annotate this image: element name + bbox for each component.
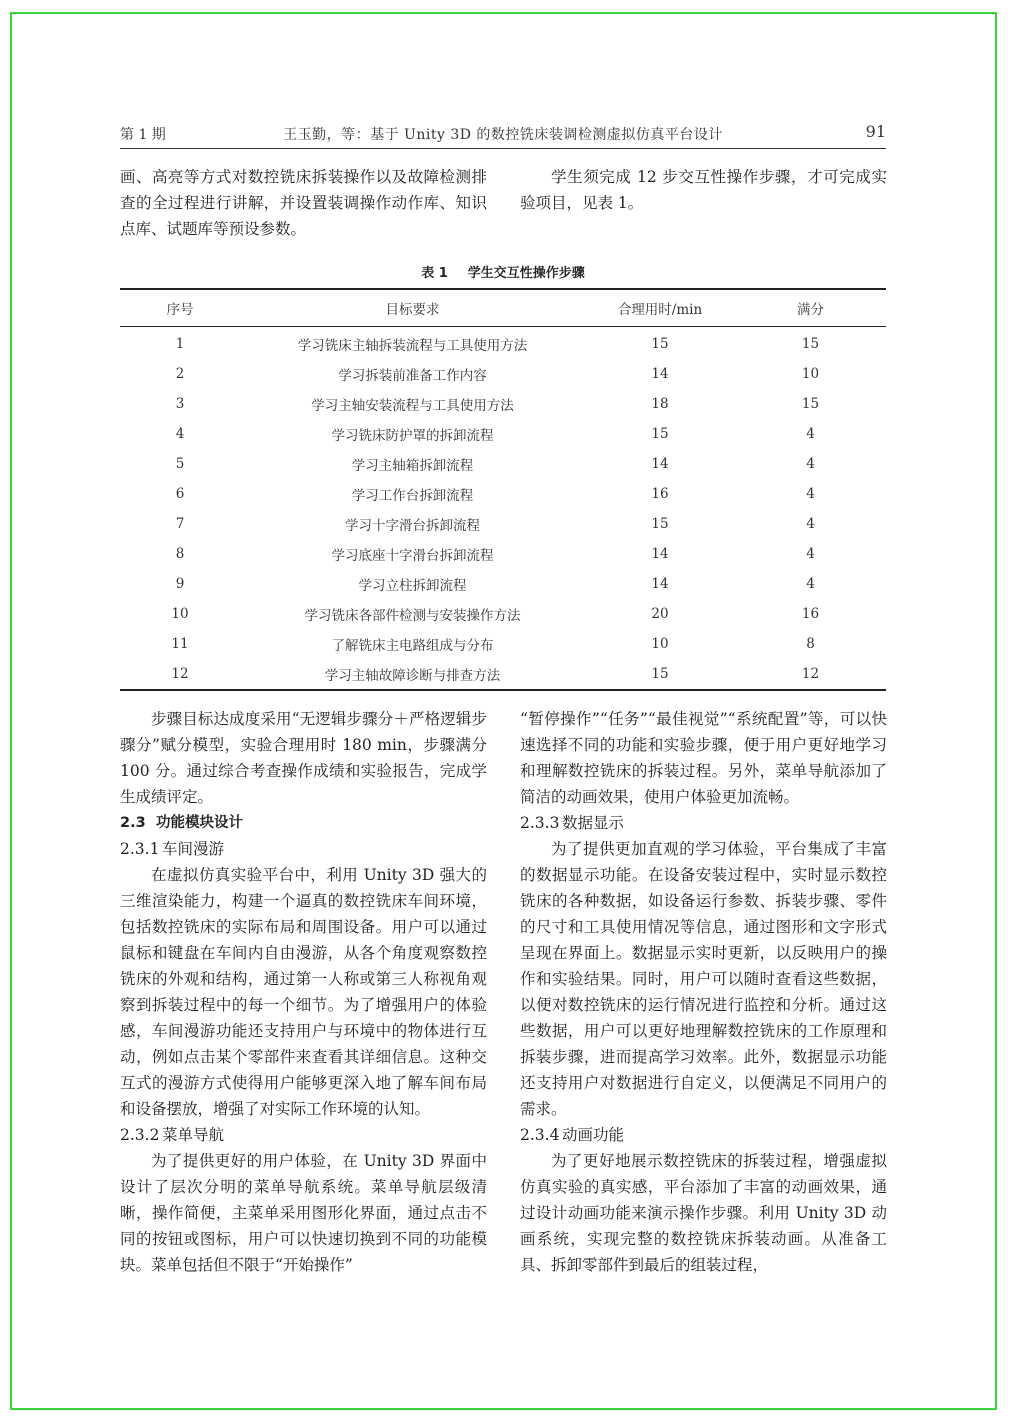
table-row — [120, 359, 886, 389]
header-cell: 目标要求 — [385, 302, 440, 318]
time-cell: 14 — [651, 366, 669, 382]
score-cell: 10 — [801, 366, 820, 382]
time-cell: 16 — [651, 486, 669, 502]
time-cell: 14 — [651, 456, 669, 472]
table-row — [120, 659, 886, 690]
table-row — [120, 419, 886, 449]
section-title: 功能模块设计 — [156, 815, 243, 831]
goal-cell: 学习主轴故障诊断与排查方法 — [324, 668, 501, 684]
subsection-title: 车间漫游 — [162, 840, 225, 858]
goal-cell: 学习十字滑台拆卸流程 — [345, 518, 480, 534]
paragraph: 画、高亮等方式对数控铣床拆装操作以及故障检测排查的全过程进行讲解，并设置装调操作动作库、知识点库、试题库等预设参数。 — [120, 168, 487, 238]
subsection-title: 菜单导航 — [162, 1126, 225, 1144]
time-cell: 10 — [651, 636, 669, 652]
time-cell: 20 — [651, 606, 669, 622]
score-cell: 15 — [801, 336, 820, 352]
table-row — [120, 509, 886, 539]
header-cell: 序号 — [166, 302, 194, 318]
table-caption — [120, 262, 886, 281]
header-cell: 满分 — [797, 302, 824, 318]
step-number-cell: 1 — [175, 336, 185, 352]
section-heading — [120, 810, 487, 836]
goal-cell: 学习底座十字滑台拆卸流程 — [331, 548, 494, 564]
subsection-heading — [520, 1122, 887, 1148]
body-left-column — [120, 706, 487, 1278]
paragraph: 为了提供更加直观的学习体验，平台集成了丰富的数据显示功能。在设备安装过程中，实时显示数控铣床的各种数据，如设备运行参数、拆装步骤、零件的尺寸和工具使用情况等信息，通过图形和文字形式呈现在界面上。数据显示实时更新，以反映用户的操作和实验结果。同时，用户可以随时查看这些数据，以便对数控铣床的运行情况进行监控和分析。通过这些数据，用户可以更好地理解数控铣床的工作原理和拆装步骤，进而提高学习效率。此外，数据显示功能还支持用户对数据进行自定义，以便满足不同用户的需求。 — [520, 840, 887, 1118]
step-number-cell: 3 — [175, 396, 185, 412]
table-caption-number: 表 1 — [421, 266, 448, 281]
goal-cell: 了解铣床主电路组成与分布 — [331, 638, 494, 654]
table-row — [120, 327, 886, 360]
table-header-row — [120, 289, 886, 327]
score-cell: 4 — [806, 516, 815, 532]
subsection-heading — [520, 810, 887, 836]
running-header — [120, 120, 886, 148]
step-number-cell: 5 — [175, 456, 185, 472]
score-cell: 8 — [806, 636, 815, 652]
paragraph: 为了更好地展示数控铣床的拆装过程，增强虚拟仿真实验的真实感，平台添加了丰富的动画效果，通过设计动画功能来演示操作步骤。利用 Unity 3D 动画系统，实现完整的数控铣床拆装动画。从准备工具、拆卸零部件到最后的组装过程， — [520, 1152, 887, 1274]
time-cell: 15 — [651, 666, 669, 682]
header-cell: 合理用时/min — [617, 302, 703, 318]
body-right-column — [520, 706, 887, 1278]
time-cell: 18 — [651, 396, 669, 412]
table-row — [120, 479, 886, 509]
table-row — [120, 569, 886, 599]
paragraph: 学生须完成 12 步交互性操作步骤，才可完成实验项目，见表 1。 — [520, 168, 887, 212]
score-cell: 4 — [806, 426, 815, 442]
score-cell: 4 — [806, 576, 815, 592]
step-number-cell: 7 — [175, 516, 185, 532]
steps-table — [120, 288, 886, 691]
goal-cell: 学习铣床各部件检测与安装操作方法 — [304, 608, 521, 624]
score-cell: 4 — [806, 546, 815, 562]
step-number-cell: 9 — [175, 576, 185, 592]
subsection-heading — [120, 1122, 487, 1148]
table-row — [120, 389, 886, 419]
score-cell: 16 — [801, 606, 820, 622]
subsection-title: 数据显示 — [562, 814, 625, 832]
step-number-cell: 11 — [171, 636, 189, 652]
paragraph: 在虚拟仿真实验平台中，利用 Unity 3D 强大的三维渲染能力，构建一个逼真的数控铣床车间环境，包括数控铣床的实际布局和周围设备。用户可以通过鼠标和键盘在车间内自由漫游，从各个角度观察数控铣床的外观和结构，通过第一人称或第三人称视角观察到拆装过程中的每一个细节。为了增强用户的体验感，车间漫游功能还支持用户与环境中的物体进行互动，例如点击某个零部件来查看其详细信息。这种交互式的漫游方式使得用户能够更深入地了解车间布局和设备摆放，增强了对实际工作环境的认知。 — [120, 866, 487, 1118]
step-number-cell: 12 — [171, 666, 189, 682]
step-number-cell: 6 — [175, 486, 185, 502]
step-number-cell: 8 — [175, 546, 185, 562]
time-cell: 14 — [651, 576, 669, 592]
table-row — [120, 629, 886, 659]
table-caption-title: 学生交互性操作步骤 — [467, 266, 585, 281]
subsection-number: 2.3.3 — [520, 814, 560, 832]
top-right-column — [520, 164, 887, 216]
subsection-number: 2.3.1 — [120, 840, 160, 858]
time-cell: 15 — [651, 426, 669, 442]
issue-label: 第 1 期 — [120, 127, 166, 143]
step-number-cell: 10 — [171, 606, 189, 622]
score-cell: 4 — [806, 486, 815, 502]
score-cell: 15 — [801, 396, 820, 412]
subsection-number: 2.3.4 — [520, 1126, 560, 1144]
paragraph: 为了提供更好的用户体验，在 Unity 3D 界面中设计了层次分明的菜单导航系统。菜单导航层级清晰，操作简便，主菜单采用图形化界面，通过点击不同的按钮或图标，用户可以快速切换到不同的功能模块。菜单包括但不限于“开始操作” — [120, 1152, 487, 1274]
goal-cell: 学习主轴安装流程与工具使用方法 — [311, 398, 514, 414]
time-cell: 15 — [651, 336, 669, 352]
goal-cell: 学习立柱拆卸流程 — [358, 578, 467, 594]
page-number: 91 — [865, 122, 886, 141]
score-cell: 4 — [806, 456, 815, 472]
table-row — [120, 449, 886, 479]
step-number-cell: 2 — [175, 366, 185, 382]
subsection-heading — [120, 836, 487, 862]
running-title: 王玉勤，等：基于 Unity 3D 的数控铣床装调检测虚拟仿真平台设计 — [283, 127, 723, 143]
subsection-number: 2.3.2 — [120, 1126, 160, 1144]
section-number: 2.3 — [120, 815, 146, 831]
goal-cell: 学习主轴箱拆卸流程 — [351, 458, 474, 474]
subsection-title: 动画功能 — [562, 1126, 625, 1144]
top-left-column — [120, 164, 487, 242]
header-rule — [120, 148, 886, 149]
table-row — [120, 599, 886, 629]
time-cell: 15 — [651, 516, 669, 532]
goal-cell: 学习铣床主轴拆装流程与工具使用方法 — [297, 338, 528, 354]
goal-cell: 学习工作台拆卸流程 — [351, 488, 474, 504]
score-cell: 12 — [801, 666, 820, 682]
goal-cell: 学习铣床防护罩的拆卸流程 — [331, 428, 494, 444]
paragraph: “暂停操作”“任务”“最佳视觉”“系统配置”等，可以快速选择不同的功能和实验步骤，便于用户更好地学习和理解数控铣床的拆装过程。另外，菜单导航添加了简洁的动画效果，使用户体验更加流畅。 — [520, 710, 887, 806]
time-cell: 14 — [651, 546, 669, 562]
table-row — [120, 539, 886, 569]
goal-cell: 学习拆装前准备工作内容 — [338, 368, 487, 384]
paragraph: 步骤目标达成度采用“无逻辑步骤分＋严格逻辑步骤分”赋分模型，实验合理用时 180 min，步骤满分 100 分。通过综合考查操作成绩和实验报告，完成学生成绩评定。 — [120, 710, 487, 806]
step-number-cell: 4 — [175, 426, 185, 442]
